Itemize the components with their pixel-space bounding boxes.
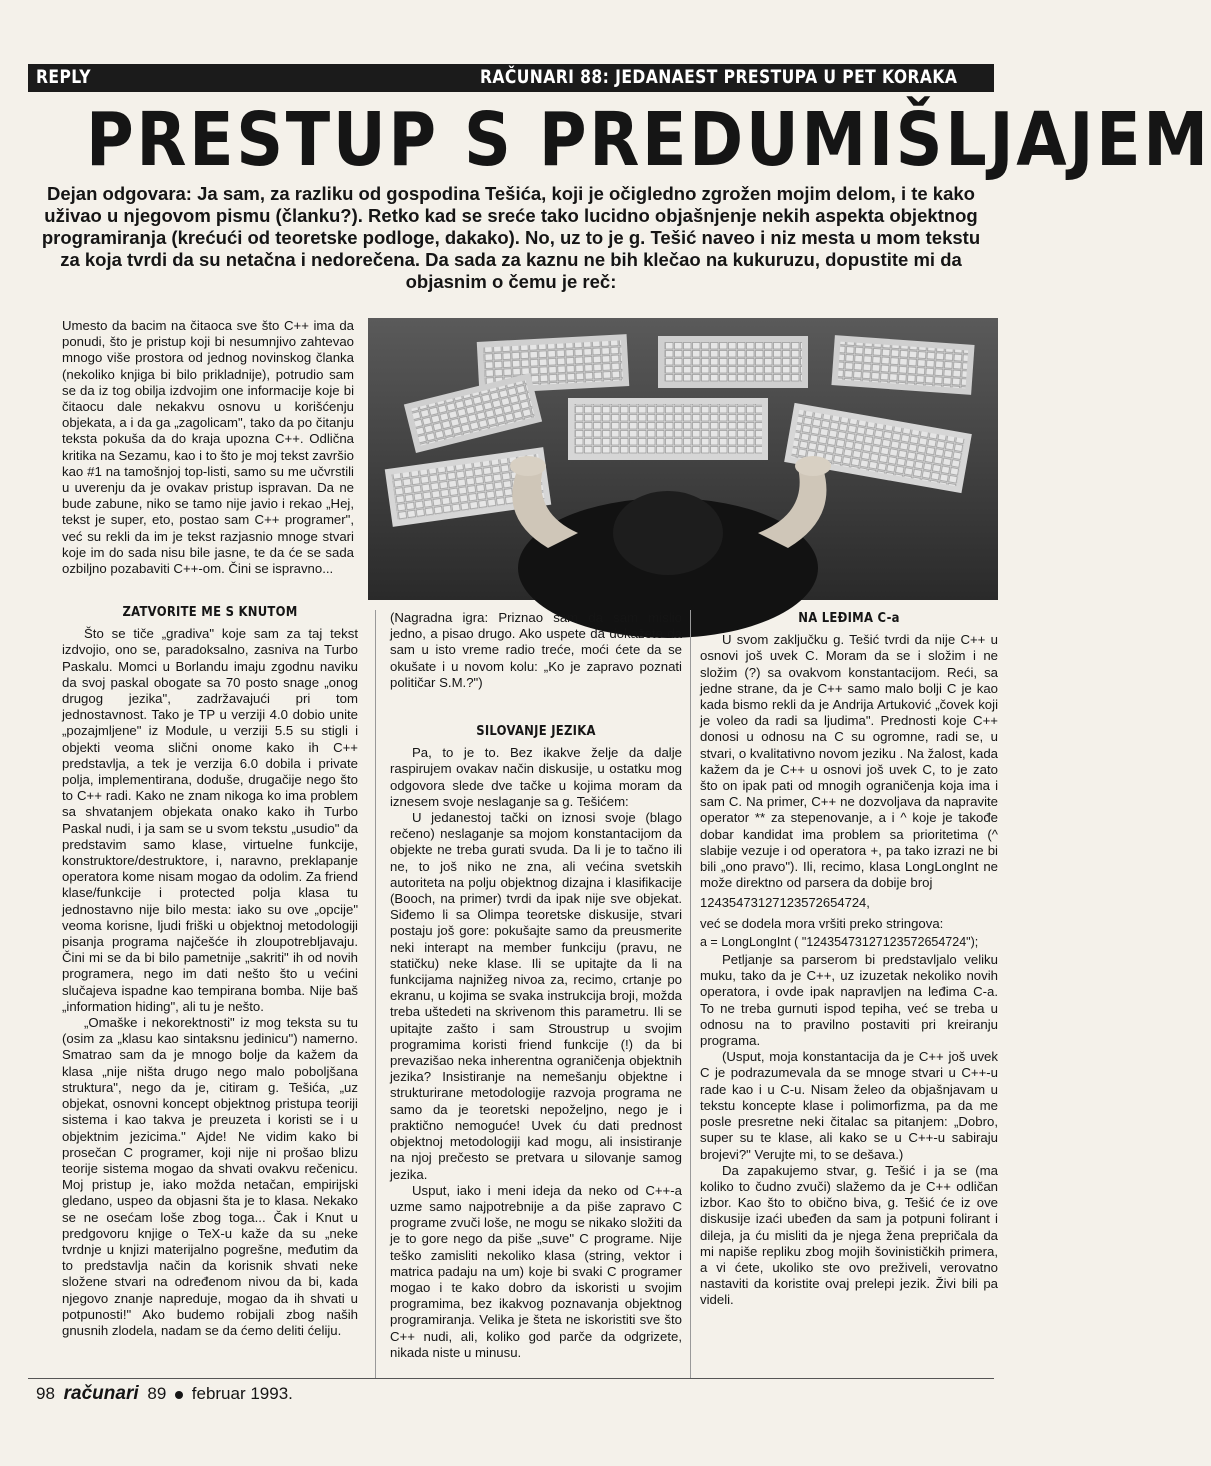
issue-number: 89 <box>147 1384 167 1403</box>
lead-paragraph: Dejan odgovara: Ja sam, za razliku od gospodina Tešića, koji je očigledno zgrožen mojim delom, i te kako uživao u njegovom pismu (članku?). Retko kad se sreće tako lucidno objašnjenje nekih aspekta objektnog programiranja (krećući od teoretske podloge, dakako). No, uz to je g. Tešić naveo i niz mesta u mom tekstu za koja tvrdi da su netačna i nedorečena. Da sada za kaznu ne bih klečao na kukuruzu, dopustite mi da objasnim o čemu je reč: <box>41 183 981 292</box>
paragraph: (Nagradna igra: Priznao sam da sam mislio jedno, a pisao drugo. Ako uspete da dokažete da sam u isto vreme radio treće, moći ćete da se okušate i u novom kolu: „Ko je zapravo poznati političar S.M.?") <box>390 610 682 690</box>
column-2 <box>390 610 682 1361</box>
section-label: REPLY <box>36 66 91 88</box>
keyboards-illustration <box>368 318 998 600</box>
bullet-icon <box>175 1391 183 1399</box>
issue-date: februar 1993. <box>191 1384 293 1403</box>
paragraph: već se dodela mora vršiti preko stringova: <box>700 915 944 931</box>
column-1 <box>62 604 358 1339</box>
intro-column <box>62 318 354 577</box>
paragraph: „Omaške i nekorektnosti" iz mog teksta su tu (osim za „klasu kao sintaksnu jedinicu") namerno. Smatrao sam da je mnogo bolje da kažem da klasa „nije ništa drugo nego malo poboljšana struktura", nego da je, citiram g. Tešića, „uz objekat, osnovni koncept objektnog pristupa teoriji sistema i kao takva je preuzeta i koristi se i u objektnim jezicima." Ajde! Ne vidim kako bi prosečan C programer, koji nije ni prošao blizu teorije sistema mogao da shvati ovakvu rečenicu. Moj pristup je, iako možda netačan, empirijski gledano, uspeo da objasni šta je to klasa. Nekako se ne osećam loše zbog toga... Čak i Knut u predgovoru knjige o TeX-u kaže da su „neke tvrdnje u knjizi materijalno pogrešne, međutim da to predstavlja način da korisnik shvati neke složene stvari na određenom nivou da bi, kada njegovo znanje napreduje, mogao da ih shvati u potpunosti!" Ako budemo robijali zbog naših gnusnih zlodela, nadam se da ćemo deliti ćeliju. <box>62 1015 358 1338</box>
footer <box>36 1383 293 1405</box>
paragraph: U svom zaključku g. Tešić tvrdi da nije C++ u osnovi još uvek C. Moram da se i složim i ne složim (?) sa ovakvom konstantacijom. Reći, sa jedne strane, da je C++ samo malo bolji C je kao kada bismo rekli da je Andrija Artuković „čovek koji je voleo da radi sa ljudima". Prednosti koje C++ donosi u odnosu na C su ogromne, radi se, u stvari, o kvalitativno novom jeziku . Na žalost, kada kažem da je C++ u osnovi još uvek C, to je zato što on ipak pati od mnogih ograničenja koja ima i sam C. Na primer, C++ ne dozvoljava da napravite operator ** za stepenovanje, a i ^ koje je takođe dobar kandidat ima problem sa prioritetima (^ slabije vezuje i od operatora +, pa tako izrazi ne bi bili „ono pravo"). Ili, recimo, klasa LongLongInt ne može direktno od parsera da dobije broj <box>700 632 998 891</box>
footer-rule <box>28 1378 994 1379</box>
paragraph: Što se tiče „gradiva" koje sam za taj tekst izdvojio, ono se, paradoksalno, zasniva na Turbo Paskalu. Momci u Borlandu imaju zgodnu naviku da svoj paskal obogate sa 70 posto snage „onog drugog jezika", zadržavajući pri tom jednostavnost. Tako je TP u verziji 4.0 dobio unite „pozajmljene" iz Module, u verziji 5.5 su stigli i objekti veoma slični onome kako ih C++ predstavlja, a tek je verzija 6.0 dobila i private polja, implementirana, doduše, drugačije nego što to C++ radi. Kako ne znam nikoga ko ima problem sa shvatanjem objekata onako kako ih Turbo Paskal nudi, i ja sam se u svom tekstu „usudio" da predstavim samo klase, virtuelne funkcije, konstruktore/destruktore, i, naravno, preklapanje operatora kome nisam mogao da odolim. Za friend klase/funkcije i protected polja klasa tu jednostavno nije bilo mesta: iako su ove „opcije" veoma korisne, ljudi friški u objektnoj metodologiji pisanja programa najčešće ih zloupotrebljavaju. Čini mi se da bi bilo pametnije „sakriti" ih od novih programera, nego im dati nešto što u većini slučajeva ispadne kao tempirana bomba. Nije baš „information hiding", ali tu je nešto. <box>62 626 358 1014</box>
number-literal: 12435473127123572654724, <box>700 895 870 911</box>
section-title-silovanje: SILOVANJE JEZIKA <box>476 723 596 740</box>
page-number: 98 <box>36 1384 55 1403</box>
paragraph: Da zapakujemo stvar, g. Tešić i ja se (ma koliko to čudno zvuči) slažemo da je C++ odličan izbor. Kao što to obično biva, g. Tešić će iz ove diskusije izaći ubeđen da sam ja potpuni folirant i dileja, ja ću misliti da je njega žena prepričala da mi napiše repliku zbog mojih šovinističkih primera, a vi ćete, ukoliko ste ovo preživeli, verovatno nastaviti da koristite ovaj prelepi jezik. Živi bili pa videli. <box>700 1162 998 1308</box>
series-title: RAČUNARI 88: JEDANAEST PRESTUPA U PET KORAKA <box>480 66 958 88</box>
paragraph: U jedanestoj tački on iznosi svoje (blago rečeno) neslaganje sa mojom konstantacijom da objekte ne treba gurati svuda. Da li je to tačno ili ne, to još niko ne zna, ali većina svetskih autoriteta na polju objektnog dizajna i klasifikacije (Booch, na primer) tvrdi da ipak nije sve objekat. Siđemo li sa Olimpa teoretske diskusije, stvari postaju još gore: pokušajte samo da preusmerite neki interapt na member funkciju (pravu, ne statičku) neke klase. Ili se upitajte da li na funkcijama najnižeg nivoa za, recimo, crtanje po ekranu, u kojima se svaka instrukcija broji, možda treba uštedeti na skrivenom this parametru. Ili se upitajte zašto i sam Stroustrup u svojim programima koristi friend funkcije (!) da bi prevazišao neka inherentna ograničenja objektnih jezika? Insistiranje na nemešanju objektne i strukturirane metodologije razvoja programa ne samo da je teoretski nepoželjno, nego je i praktično nemoguće! Uvek ću dati prednost objektnoj metodologiji kad mogu, ali insistiranje na njoj prečesto se pretvara u silovanje samog jezika. <box>390 810 682 1182</box>
section-title-knut: ZATVORITE ME S KNUTOM <box>122 604 298 620</box>
paragraph: Pa, to je to. Bez ikakve želje da dalje raspirujem ovakav način diskusije, u ostatku mog odgovora slede dve tačke u kojima moram da iznesem svoje neslaganje sa g. Tešićem: <box>390 745 682 809</box>
magazine-logo: računari <box>63 1383 139 1404</box>
column-3 <box>700 610 998 1309</box>
page-title: PRESTUP S PREDUMIŠLJAJEM <box>85 97 1211 183</box>
paragraph: (Usput, moja konstantacija da je C++ još uvek C je podrazumevala da se mnoge stvari u C++-u rade kao i u C-u. Nisam želeo da objašnjavam u tekstu koncepte klase i polimorfizma, pa da me posle presretne neki čitalac sa pitanjem: „Dobro, super su te klase, ali kako se u C++-u sabiraju brojevi?" Verujte mi, to se dešava.) <box>700 1049 998 1162</box>
intro-paragraph: Umesto da bacim na čitaoca sve što C++ ima da ponudi, što je pristup koji bi nesumnjivo zahtevao mnogo više prostora od jednog novinskog članka (nekoliko knjiga bi bilo prikladnije), potrudio sam se da iz tog obilja izdvojim one informacije koje bi čitaocu dale nekakvu osnovu u korišćenju objekata, a i da ga „zagolicam", tako da po čitanju teksta pokuša da do kraja upozna C++. Odlična kritika na Sezamu, kao i to što je moj tekst završio kao #1 na tamošnjoj top-listi, samo su me učvrstili u uverenju da je ovakav pristup ispravan. Da ne bude zabune, niko se tamo nije javio i rekao „Hej, tekst je super, eto, postao sam C++ programer", već su rekli da im je tekst razjasnio mnoge stvari koje im do sada nisu bile jasne, te da će se sada ozbiljno pozabaviti C++-om. Čini se ispravno... <box>62 318 354 577</box>
keyboards-photo <box>368 318 998 600</box>
column-divider <box>375 610 376 1378</box>
paragraph: Usput, iako i meni ideja da neko od C++-a uzme samo najpotrebnije a da piše zapravo C programe zvuči loše, ne mogu se nikako složiti da je to gore nego da piše „suve" C programe. Nije teško zamisliti nekoliko klasa (string, vektor i matrica padaju na um) koje bi svaki C programer mogao i te kako dobro da iskoristi u svojim programima, bez ikakvog poznavanja objektnog programiranja. Velika je šteta ne iskoristiti sve što C++ nudi, ali, koliko god parče da odgrizete, nikada niste u minusu. <box>390 1182 682 1360</box>
code-line: a = LongLongInt ( "12435473127123572654724"); <box>700 934 979 949</box>
keyboard-top-center <box>658 336 808 388</box>
section-title-ledja: NA LEĐIMA C-a <box>798 610 900 626</box>
column-divider <box>690 610 691 1378</box>
paragraph: Petljanje sa parserom bi predstavljalo veliku muku, tako da je C++, uz izuzetak nekoliko novih operatora, i ovde ipak napravljen na leđima C-a. To ne treba gurnuti ispod tepiha, već se treba u odnosu na to pravilno postaviti pri kreiranju programa. <box>700 952 998 1049</box>
keyboard-top-right <box>831 335 974 395</box>
header-bar <box>28 64 994 92</box>
keyboard-center <box>568 398 768 460</box>
